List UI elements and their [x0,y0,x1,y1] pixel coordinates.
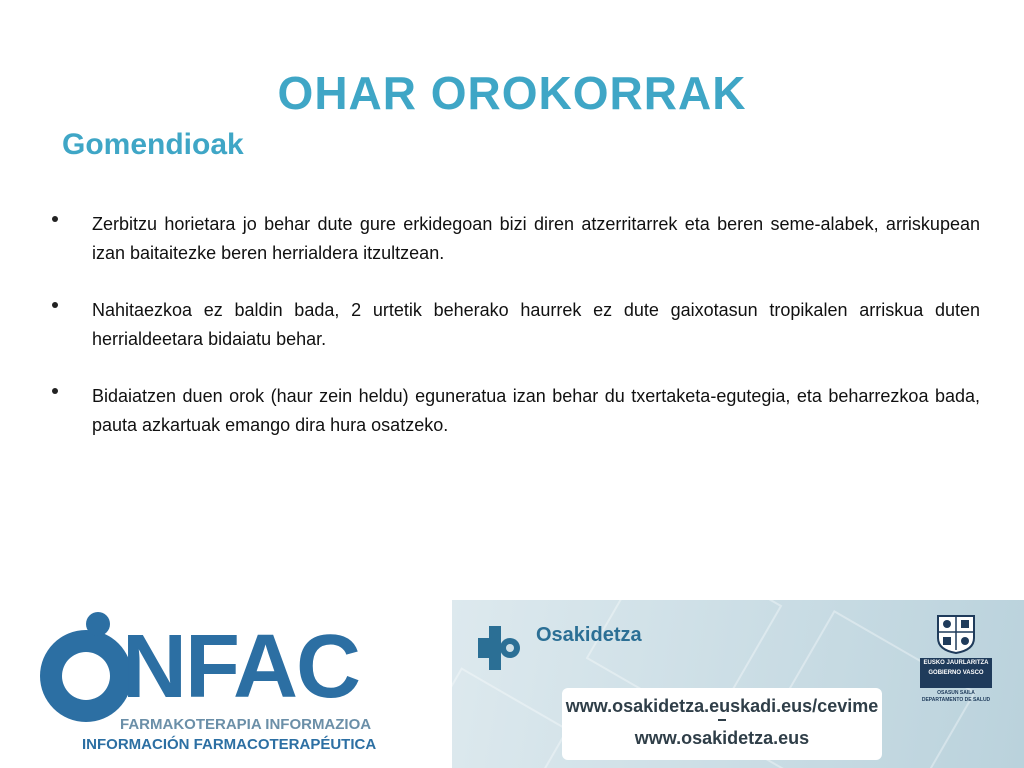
government-name-spanish: GOBIERNO VASCO [928,670,984,676]
infac-logo [40,612,380,757]
bullet-list [52,210,980,468]
list-item [52,296,980,354]
slide-subtitle: Gomendioak [62,128,244,161]
basque-government-logo [920,612,992,712]
infac-wordmark: NFAC [122,617,359,717]
infac-tagline-spanish: INFORMACIÓN FARMACOTERAPÉUTICA [82,736,377,753]
list-item [52,382,980,440]
bullet-icon [52,216,58,222]
osakidetza-url-link[interactable]: www.osakidetza.eus [634,728,810,748]
list-item [52,210,980,268]
osakidetza-banner [452,600,1024,768]
department-name-basque: OSASUN SAILA [937,690,975,696]
slide-title: OHAR OROKORRAK [277,67,747,119]
infac-tagline-basque: FARMAKOTERAPIA INFORMAZIOA [120,716,372,733]
url-box [562,688,882,760]
department-name-spanish: DEPARTAMENTO DE SALUD [921,697,991,703]
bullet-text: Bidaiatzen duen orok (haur zein heldu) eguneratua izan behar du txertaketa-egutegia, eta beharrezkoa bada, pauta azkartuak emango dira hura osatzeko. [92,386,980,435]
bullet-icon [52,302,58,308]
government-name-basque: EUSKO JAURLARITZA [923,660,989,666]
osakidetza-name: Osakidetza [536,624,642,646]
government-name-plate [920,658,992,688]
osakidetza-cross-icon [472,622,524,674]
coat-of-arms-icon [934,612,978,654]
bullet-icon [52,388,58,394]
bullet-text: Zerbitzu horietara jo behar dute gure erkidegoan bizi diren atzerritarrek eta beren seme-alabek, arriskupean izan baitaitezke beren herrialdera itzultzean. [92,214,980,263]
cevime-url-link[interactable]: www.osakidetza.euskadi.eus/cevime [565,696,879,716]
department-name [920,690,992,704]
bullet-text: Nahitaezkoa ez baldin bada, 2 urtetik beherako haurrek ez dute gaixotasun tropikalen arriskua duten herrialdeetara bidaiatu behar. [92,300,980,349]
infac-i-icon [40,630,132,722]
infac-dot-icon [86,612,110,636]
